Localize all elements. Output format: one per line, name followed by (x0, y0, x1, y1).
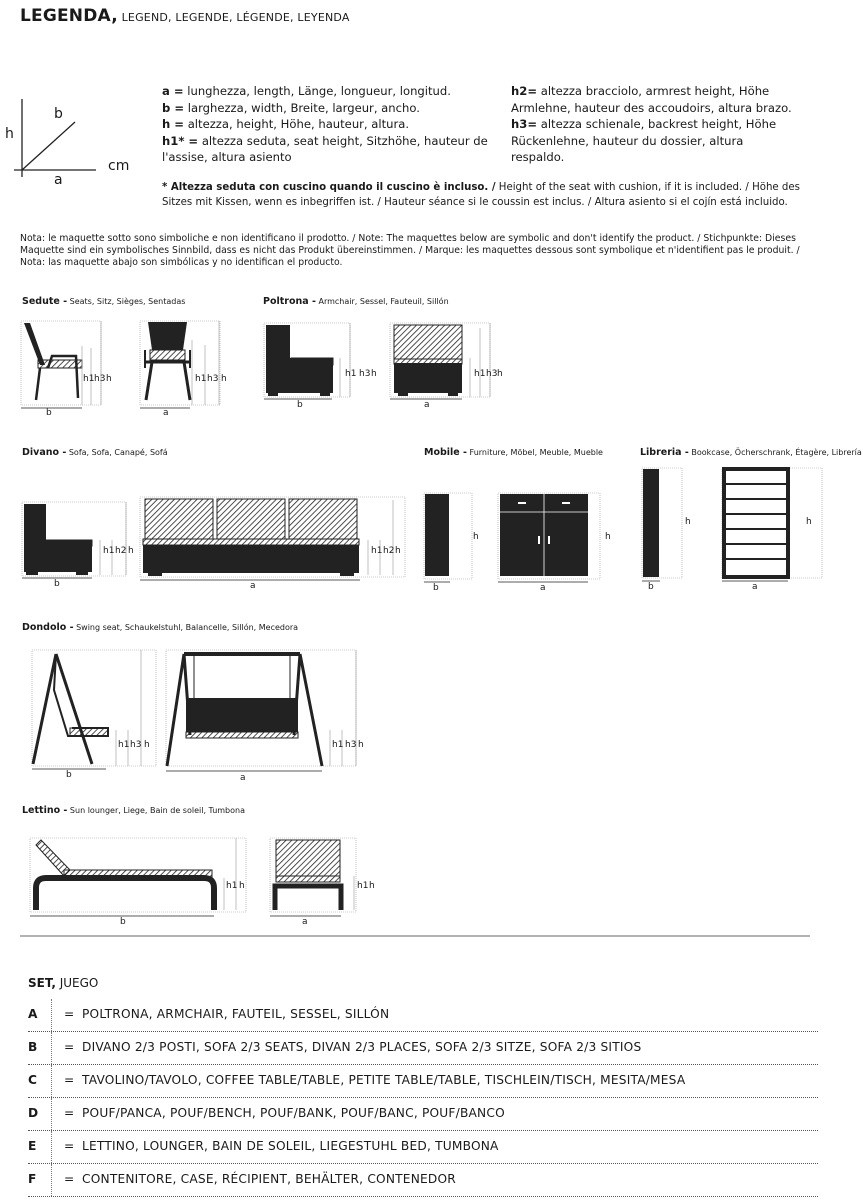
dim-h: h (605, 532, 611, 542)
def-h3: h3= altezza schienale, backrest height, Höhe (511, 117, 777, 131)
def-b: b = larghezza, width, Breite, largeur, ancho. (162, 100, 420, 115)
dim-a: a (752, 582, 758, 592)
set-key: D (28, 1106, 39, 1120)
dim-a: a (240, 773, 246, 783)
dim-b: b (66, 770, 72, 780)
dim-h: h (395, 546, 401, 556)
set-key: B (28, 1040, 38, 1054)
definitions-right (511, 83, 801, 166)
dim-b: b (120, 917, 126, 927)
dim-h1: h1 (195, 374, 207, 384)
set-value: LETTINO, LOUNGER, BAIN DE SOLEIL, LIEGESTUHL BED, TUMBONA (82, 1139, 499, 1153)
set-row-a: A = POLTRONA, ARMCHAIR, FAUTEIL, SESSEL, SILLÓN (28, 999, 818, 1032)
set-key: E (28, 1139, 37, 1153)
set-key: A (28, 1007, 38, 1021)
set-row-c: C = TAVOLINO/TAVOLO, COFFEE TABLE/TABLE, PETITE TABLE/TABLE, TISCHLEIN/TISCH, MESITA/MESA (28, 1065, 818, 1098)
set-key: C (28, 1073, 37, 1087)
set-row-d: D = POUF/PANCA, POUF/BENCH, POUF/BANK, POUF/BANC, POUF/BANCO (28, 1098, 818, 1131)
set-row-f: F = CONTENITORE, CASE, RÉCIPIENT, BEHÄLTER, CONTENEDOR (28, 1164, 818, 1197)
set-value: TAVOLINO/TAVOLO, COFFEE TABLE/TABLE, PETITE TABLE/TABLE, TISCHLEIN/TISCH, MESITA/MESA (82, 1073, 686, 1087)
dim-a: a (424, 400, 430, 410)
dim-h3: h3 (94, 374, 106, 384)
dim-h1: h1 (332, 740, 344, 750)
dim-h: h (369, 881, 375, 891)
definitions-left (162, 83, 492, 166)
category-libreria: Libreria - Bookcase, Öcherschrank, Étagère, Librería (640, 447, 862, 458)
mobile-front-drawing (498, 493, 600, 582)
def-h1: h1* = altezza seduta, seat height, Sitzhöhe, hauteur de (162, 133, 488, 148)
axis-label-b: b (54, 106, 63, 122)
dim-h1: h1 (118, 740, 130, 750)
axis-label-a: a (54, 172, 63, 188)
poltrona-front-drawing (390, 323, 490, 399)
dim-h3: h3 (130, 740, 142, 750)
dim-a: a (540, 583, 546, 593)
dim-h1: h1 (357, 881, 369, 891)
dim-h: h (128, 546, 134, 556)
dim-b: b (46, 408, 52, 418)
axis-label-h: h (5, 126, 14, 142)
set-value: DIVANO 2/3 POSTI, SOFA 2/3 SEATS, DIVAN 2/3 PLACES, SOFA 2/3 SITZE, SOFA 2/3 SITIOS (82, 1040, 642, 1054)
def-h: h = altezza, height, Höhe, hauteur, altura. (162, 117, 410, 131)
seat-height-note: * Altezza seduta con cuscino quando il cuscino è incluso. / Height of the seat with cushion, if it is included. / Höhe des Sitzes mit Kissen, wenn es inbegriffen ist. / Hauteur séance si le coussin est inclus. / Altura asiento si el cojín está incluido. (162, 182, 800, 208)
dim-h: h (371, 369, 377, 379)
libreria-side-drawing (642, 468, 682, 581)
dim-b: b (648, 582, 654, 592)
dim-h2: h2 (383, 546, 395, 556)
dim-h: h (473, 532, 479, 542)
def-h2-cont: Armlehne, hauteur des accoudoirs, altura brazo. (511, 100, 792, 115)
dim-a: a (163, 408, 169, 418)
dim-h: h (685, 517, 691, 527)
dim-h1: h1 (226, 881, 238, 891)
set-value: CONTENITORE, CASE, RÉCIPIENT, BEHÄLTER, CONTENEDOR (82, 1172, 456, 1186)
dim-h: h (239, 881, 245, 891)
dim-h: h (806, 517, 812, 527)
category-dondolo: Dondolo - Swing seat, Schaukelstuhl, Balancelle, Sillón, Mecedora (22, 622, 299, 633)
dondolo-front-drawing (166, 650, 356, 771)
dim-h: h (144, 740, 150, 750)
dim-b: b (297, 400, 303, 410)
lettino-front-drawing (270, 838, 356, 916)
set-row-e: E = LETTINO, LOUNGER, BAIN DE SOLEIL, LIEGESTUHL BED, TUMBONA (28, 1131, 818, 1164)
divano-side-drawing (22, 502, 126, 578)
dim-b: b (54, 579, 60, 589)
dim-h1: h1 (474, 369, 486, 379)
def-h2: h2= altezza bracciolo, armrest height, Höhe (511, 84, 770, 98)
dim-h1: h1 (371, 546, 383, 556)
def-h3-cont2: respaldo. (511, 150, 565, 164)
dim-h: h (221, 374, 227, 384)
category-lettino: Lettino - Sun lounger, Liege, Bain de soleil, Tumbona (22, 805, 246, 816)
dim-h3: h3 (486, 369, 498, 379)
lettino-side-drawing (30, 838, 246, 916)
dim-h1: h1 (83, 374, 95, 384)
poltrona-side-drawing (264, 323, 350, 399)
set-title: SET, JUEGO (28, 976, 99, 990)
axis-label-cm: cm (108, 158, 130, 174)
category-sedute: Sedute - Seats, Sitz, Sièges, Sentadas (22, 296, 186, 307)
dim-h: h (358, 740, 364, 750)
category-mobile: Mobile - Furniture, Möbel, Meuble, Mueble (424, 447, 603, 458)
set-value: POLTRONA, ARMCHAIR, FAUTEIL, SESSEL, SILLÓN (82, 1007, 390, 1021)
category-divano: Divano - Sofa, Sofa, Canapé, Sofá (22, 447, 168, 458)
dim-a: a (250, 581, 256, 591)
dim-h3: h3 (345, 740, 357, 750)
dondolo-side-drawing (32, 650, 156, 769)
dim-b: b (433, 583, 439, 593)
dim-h2: h2 (115, 546, 127, 556)
divano-front-drawing (140, 497, 405, 580)
dim-h: h (106, 374, 112, 384)
def-a: a = lunghezza, length, Länge, longueur, longitud. (162, 84, 451, 98)
dim-h1: h1 (103, 546, 115, 556)
def-h3-cont: Rückenlehne, hauteur du dossier, altura (511, 133, 744, 148)
dim-h1: h1 (345, 369, 357, 379)
set-value: POUF/PANCA, POUF/BENCH, POUF/BANK, POUF/BANC, POUF/BANCO (82, 1106, 505, 1120)
nota-disclaimer: Nota: le maquette sotto sono simboliche e non identificano il prodotto. / Note: The maquettes below are symbolic and don't identify the product. / Stichpunkte: Dieses Maquette sind ein symbolisches Sinnbild, dass es nicht das Produkt übereinstimmen. / Marque: les maquettes dessous sont symbolique et n'identifient pas le produit. / Nota: las maquette abajo son simbólicas y no identifican el producto. (20, 233, 800, 269)
dim-h3: h3 (207, 374, 219, 384)
set-row-b: B = DIVANO 2/3 POSTI, SOFA 2/3 SEATS, DIVAN 2/3 PLACES, SOFA 2/3 SITZE, SOFA 2/3 SITIOS (28, 1032, 818, 1065)
mobile-side-drawing (424, 493, 472, 582)
dim-h3: h3 (359, 369, 371, 379)
category-poltrona: Poltrona - Armchair, Sessel, Fauteuil, Sillón (263, 296, 449, 307)
set-key: F (28, 1172, 37, 1186)
page-title: LEGENDA, LEGEND, LEGENDE, LÉGENDE, LEYENDA (20, 6, 350, 26)
sedute-front-drawing (140, 321, 220, 408)
sedute-side-drawing (21, 321, 101, 408)
dim-a: a (302, 917, 308, 927)
dim-h: h (497, 369, 503, 379)
def-h1-cont: l'assise, altura asiento (162, 150, 292, 164)
